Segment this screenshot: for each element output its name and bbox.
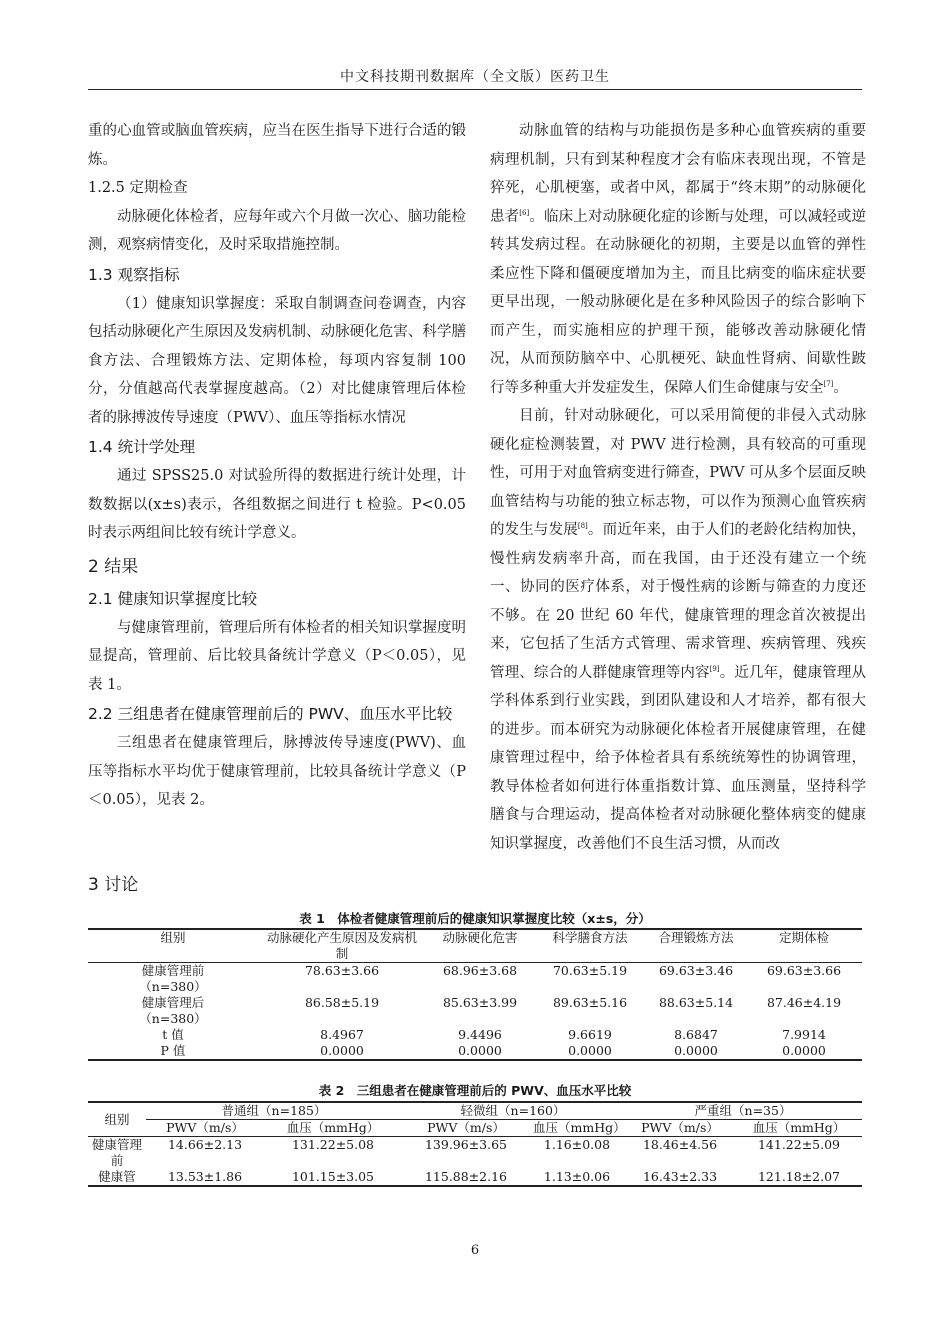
section-2-heading: 2 结果 — [88, 556, 139, 577]
table-cell: 9.6619 — [568, 1027, 612, 1042]
table-cell: 68.96±3.68 — [442, 963, 518, 978]
row-label — [88, 995, 258, 1027]
section-2-1-heading: 2.1 健康知识掌握度比较 — [88, 589, 258, 608]
table2-subheader-row — [88, 1120, 862, 1137]
table-cell: 16.43±2.33 — [642, 1169, 718, 1184]
paragraph-1-3: （1）健康知识掌握度：采取自制调查问卷调查，内容包括动脉硬化产生原因及发病机制、动脉硬化危害、科学膳食方法、合理锻炼方法、定期体检，每项内容复制 100 分，分值越高代表掌握度越高。（2）对比健康管理后体检者的脉搏波传导速度（PWV）、血压等指标水情况 — [88, 295, 466, 426]
table1-header: 合理锻炼方法 — [658, 930, 734, 945]
text-segment: 。 — [833, 379, 848, 396]
table-cell: 89.63±5.16 — [552, 995, 628, 1010]
table-cell: 115.88±2.16 — [424, 1169, 508, 1184]
table1-header: 动脉硬化危害 — [442, 930, 518, 945]
table2-subheader: PWV（m/s） — [427, 1120, 505, 1135]
section-1-3-heading: 1.3 观察指标 — [88, 265, 180, 284]
row-label: 健康管理前 — [91, 1137, 142, 1168]
text-segment: 目前，针对动脉硬化，可以采用简便的非侵入式动脉硬化症检测装置，对 PWV 进行检测，具有较高的可重现性，可用于对血管病变进行筛查，PWV 可从多个层面反映血管结构与功能的独立标志物，可以作为预测心血管疾病的发生与发展 — [490, 408, 866, 538]
table-cell: 1.16±0.08 — [543, 1137, 611, 1152]
table-cell: 78.63±3.66 — [304, 963, 380, 978]
row-label-text: 健康管理前 — [141, 963, 205, 978]
text-segment: 。近几年，健康管理从学科体系到行业实践，到团队建设和人才培养，都有很大的进步。而本研究为动脉硬化体检者开展健康管理，在健康管理过程中，给予体检者具有系统统筹性的协调管理，教导体检者如何进行体重指数计算、血压测量，坚持科学膳食与合理运动，提高体检者对动脉硬化整体病变的健康知识掌握度，改善他们不良生活习惯，从而改 — [490, 664, 867, 852]
table2 — [88, 1101, 862, 1187]
table1-header: 定期体检 — [778, 930, 829, 945]
row-label: P 值 — [160, 1043, 186, 1058]
section-2-2-heading: 2.2 三组患者在健康管理前后的 PWV、血压水平比较 — [88, 705, 453, 723]
running-header: 中文科技期刊数据库（全文版）医药卫生 — [340, 69, 610, 85]
table-cell: 121.18±2.07 — [757, 1169, 841, 1184]
table-cell: 8.4967 — [320, 1027, 364, 1042]
table-cell: 86.58±5.19 — [304, 995, 380, 1010]
row-label: 健康管 — [98, 1169, 136, 1184]
table2-caption: 表 2 三组患者在健康管理前后的 PWV、血压水平比较 — [318, 1083, 632, 1098]
text-segment: 。临床上对动脉硬化症的诊断与处理，可以减轻或逆转其发病过程。在动脉硬化的初期，主要是以血管的弹性柔应性下降和僵硬度增加为主，而且比病变的临床症状要更早出现，一般动脉硬化是在多种风险因子的综合影响下而产生，而实施相应的护理干预，能够改善动脉硬化情况，从而预防脑卒中、心肌梗死、缺血性肾病、间歇性跛行等多种重大并发症发生，保障人们生命健康与安全 — [490, 208, 867, 396]
table-cell: 70.63±5.19 — [552, 963, 628, 978]
table-cell: 1.13±0.06 — [543, 1169, 611, 1184]
row-label: t 值 — [162, 1027, 184, 1042]
table-cell: 88.63±5.14 — [658, 995, 734, 1010]
section-3-heading: 3 讨论 — [88, 875, 139, 895]
table2-group-mild: 轻微组（n=160） — [402, 1102, 624, 1120]
table-cell: 0.0000 — [458, 1043, 502, 1058]
header-rule — [88, 89, 862, 90]
table-cell: 87.46±4.19 — [766, 995, 842, 1010]
citation-8: [8] — [577, 522, 588, 531]
table-cell: 101.15±3.05 — [291, 1169, 375, 1184]
row-label-sub: （n=380） — [139, 979, 207, 994]
section-1-2-5-heading: 1.2.5 定期检查 — [88, 180, 188, 196]
table-cell: 141.22±5.09 — [757, 1137, 841, 1152]
paragraph-2-1: 与健康管理前，管理后所有体检者的相关知识掌握度明显提高，管理前、后比较具备统计学意义（P＜0.05），见表 1。 — [88, 619, 466, 693]
table1-header-row — [88, 929, 862, 963]
table-cell: 0.0000 — [674, 1043, 718, 1058]
left-column — [88, 117, 466, 815]
paragraph-1-2-5: 动脉硬化体检者，应每年或六个月做一次心、脑功能检测，观察病情变化，及时采取措施控制。 — [88, 208, 466, 253]
paragraph-continued: 重的心血管或脑血管疾病，应当在医生指导下进行合适的锻炼。 — [88, 123, 466, 168]
table-row — [88, 1043, 862, 1060]
citation-6: [6] — [519, 208, 530, 217]
table-cell: 85.63±3.99 — [442, 995, 518, 1010]
table-cell: 18.46±4.56 — [642, 1137, 718, 1152]
paragraph-2-2: 三组患者在健康管理后，脉搏波传导速度(PWV)、血压等指标水平均优于健康管理前，比较具备统计学意义（P＜0.05），见表 2。 — [88, 735, 466, 808]
table-cell: 14.66±2.13 — [167, 1137, 243, 1152]
row-label-text: 健康管理后 — [141, 995, 205, 1010]
table2-subheader: PWV（m/s） — [166, 1120, 244, 1135]
table-row — [88, 963, 862, 996]
table1-header: 科学膳食方法 — [552, 930, 628, 945]
table-cell: 0.0000 — [782, 1043, 826, 1058]
table2-group-header: 组别 — [104, 1111, 130, 1127]
table2-group-row — [88, 1102, 862, 1120]
table2-group-normal: 普通组（n=185） — [146, 1102, 402, 1120]
table-cell: 13.53±1.86 — [167, 1169, 243, 1184]
table2-subheader: 血压（mmHg） — [752, 1120, 846, 1135]
table1 — [88, 928, 862, 1061]
table2-subheader: PWV（m/s） — [641, 1120, 719, 1135]
table-cell: 8.6847 — [674, 1027, 718, 1042]
table1-header: 动脉硬化产生原因及发病机制 — [266, 930, 417, 961]
paragraph-pwv-detection — [490, 402, 866, 858]
table-cell: 9.4496 — [458, 1027, 502, 1042]
table2-subheader: 血压（mmHg） — [533, 1120, 626, 1135]
table-cell: 7.9914 — [782, 1027, 826, 1042]
table-cell: 0.0000 — [320, 1043, 364, 1058]
text-segment: 。而近年来，由于人们的老龄化结构加快，慢性病发病率升高，而在我国，由于还没有建立一个统一、协同的医疗体系，对于慢性病的诊断与筛查的力度还不够。在 20 世纪 60 年代，健康管理的理念首次被提出来，它包括了生活方式管理、需求管理、疾病管理、残疾管理、综合的人群健康管理等内容 — [490, 522, 866, 681]
table-row — [88, 1169, 862, 1186]
page-number: 6 — [470, 1243, 480, 1258]
section-1-4-heading: 1.4 统计学处理 — [88, 438, 196, 456]
table1-header: 组别 — [160, 930, 186, 945]
table-cell: 131.22±5.08 — [291, 1137, 375, 1152]
citation-9: [9] — [709, 664, 720, 673]
row-label-sub: （n=380） — [139, 1011, 207, 1026]
citation-7: [7] — [823, 379, 834, 388]
table1-caption: 表 1 体检者健康管理前后的健康知识掌握度比较（x±s，分） — [299, 911, 651, 926]
table-cell: 69.63±3.66 — [766, 963, 842, 978]
table-row — [88, 995, 862, 1027]
paragraph-arterial-damage — [490, 117, 866, 402]
right-column — [490, 117, 866, 858]
paragraph-1-4: 通过 SPSS25.0 对试验所得的数据进行统计处理，计数数据以(x±s)表示，各组数据之间进行 t 检验。P<0.05 时表示两组间比较有统计学意义。 — [88, 468, 466, 541]
text-segment: 动脉血管的结构与功能损伤是多种心血管疾病的重要病理机制，只有到某种程度才会有临床表现出现，不管是猝死，心肌梗塞，或者中风，都属于“终末期”的动脉硬化患者 — [490, 123, 866, 225]
table2-subheader: 血压（mmHg） — [286, 1120, 380, 1135]
table-cell: 69.63±3.46 — [658, 963, 734, 978]
table-cell: 0.0000 — [568, 1043, 612, 1058]
table2-group-severe: 严重组（n=35） — [624, 1102, 862, 1120]
row-label — [88, 963, 258, 996]
table-row — [88, 1137, 862, 1170]
table-row — [88, 1027, 862, 1043]
table-cell: 139.96±3.65 — [424, 1137, 508, 1152]
